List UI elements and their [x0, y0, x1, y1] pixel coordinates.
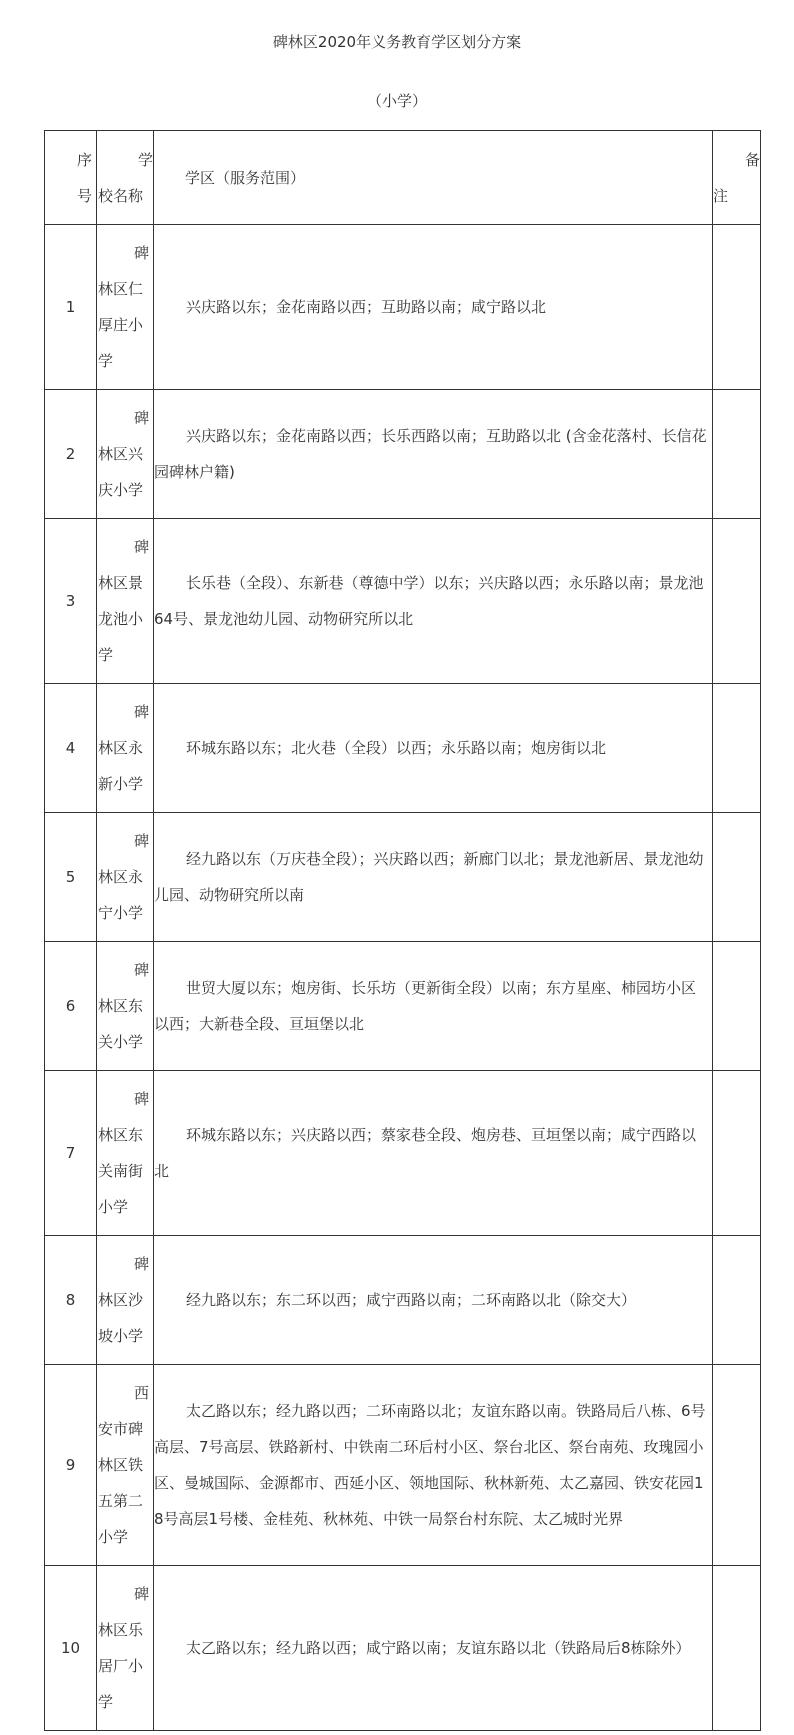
school-name: 碑 林区东关南街小学: [97, 1071, 154, 1236]
table-row: [45, 813, 761, 942]
district-area: 环城东路以东；兴庆路以西；蔡家巷全段、炮房巷、亘垣堡以南；咸宁西路以北: [154, 1071, 713, 1236]
row-note: [713, 942, 761, 1071]
row-note: [713, 390, 761, 519]
school-name: 碑 林区东关小学: [97, 942, 154, 1071]
school-name: 碑 林区永宁小学: [97, 813, 154, 942]
district-area: 兴庆路以东；金花南路以西；长乐西路以南；互助路以北 (含金花落村、长信花园碑林户籍): [154, 390, 713, 519]
document-subtitle: （小学）: [366, 92, 427, 110]
table-header-row: [45, 131, 761, 225]
row-number: 4: [45, 684, 97, 813]
school-name: 碑 林区永新小学: [97, 684, 154, 813]
district-area: 太乙路以东；经九路以西；二环南路以北；友谊东路以南。铁路局后八栋、6号高层、7号高层、铁路新村、中铁南二环后村小区、祭台北区、祭台南苑、玫瑰园小区、曼城国际、金源都市、西延小区、领地国际、秋林新苑、太乙嘉园、铁安花园18号高层1号楼、金桂苑、秋林苑、中铁一局祭台村东院、太乙城时光界: [154, 1365, 713, 1566]
row-note: [713, 519, 761, 684]
school-district-table: [44, 130, 761, 1731]
row-note: [713, 1236, 761, 1365]
header-seq: 序 号: [45, 131, 97, 225]
table-row: [45, 942, 761, 1071]
school-name: 碑 林区乐居厂小学: [97, 1566, 154, 1731]
row-number: 1: [45, 225, 97, 390]
school-name: 碑 林区仁厚庄小学: [97, 225, 154, 390]
table-row: [45, 1566, 761, 1731]
row-number: 8: [45, 1236, 97, 1365]
district-area: 经九路以东；东二环以西；咸宁西路以南；二环南路以北（除交大）: [154, 1236, 713, 1365]
table-row: [45, 1071, 761, 1236]
row-note: [713, 684, 761, 813]
row-note: [713, 1071, 761, 1236]
document-title: 碑林区2020年义务教育学区划分方案: [272, 33, 522, 51]
school-name: 碑 林区兴庆小学: [97, 390, 154, 519]
table-row: [45, 1365, 761, 1566]
header-area: 学区（服务范围）: [154, 131, 713, 225]
table-row: [45, 225, 761, 390]
table-row: [45, 390, 761, 519]
header-note: 备 注: [713, 131, 761, 225]
row-number: 7: [45, 1071, 97, 1236]
row-note: [713, 1365, 761, 1566]
row-note: [713, 225, 761, 390]
row-number: 2: [45, 390, 97, 519]
row-number: 5: [45, 813, 97, 942]
district-area: 环城东路以东；北火巷（全段）以西；永乐路以南；炮房街以北: [154, 684, 713, 813]
district-area: 兴庆路以东；金花南路以西；互助路以南；咸宁路以北: [154, 225, 713, 390]
school-name: 碑 林区景龙池小学: [97, 519, 154, 684]
row-number: 10: [45, 1566, 97, 1731]
table-row: [45, 684, 761, 813]
row-number: 3: [45, 519, 97, 684]
table-row: [45, 519, 761, 684]
row-number: 6: [45, 942, 97, 1071]
district-area: 长乐巷（全段）、东新巷（尊德中学）以东；兴庆路以西；永乐路以南；景龙池64号、景龙池幼儿园、动物研究所以北: [154, 519, 713, 684]
header-school: 学 校名称: [97, 131, 154, 225]
row-number: 9: [45, 1365, 97, 1566]
district-area: 世贸大厦以东；炮房街、长乐坊（更新街全段）以南；东方星座、柿园坊小区以西；大新巷全段、亘垣堡以北: [154, 942, 713, 1071]
district-area: 太乙路以东；经九路以西；咸宁路以南；友谊东路以北（铁路局后8栋除外）: [154, 1566, 713, 1731]
row-note: [713, 1566, 761, 1731]
school-name: 西 安市碑林区铁五第二小学: [97, 1365, 154, 1566]
district-area: 经九路以东（万庆巷全段）；兴庆路以西；新廊门以北；景龙池新居、景龙池幼儿园、动物研究所以南: [154, 813, 713, 942]
school-name: 碑 林区沙坡小学: [97, 1236, 154, 1365]
table-row: [45, 1236, 761, 1365]
row-note: [713, 813, 761, 942]
